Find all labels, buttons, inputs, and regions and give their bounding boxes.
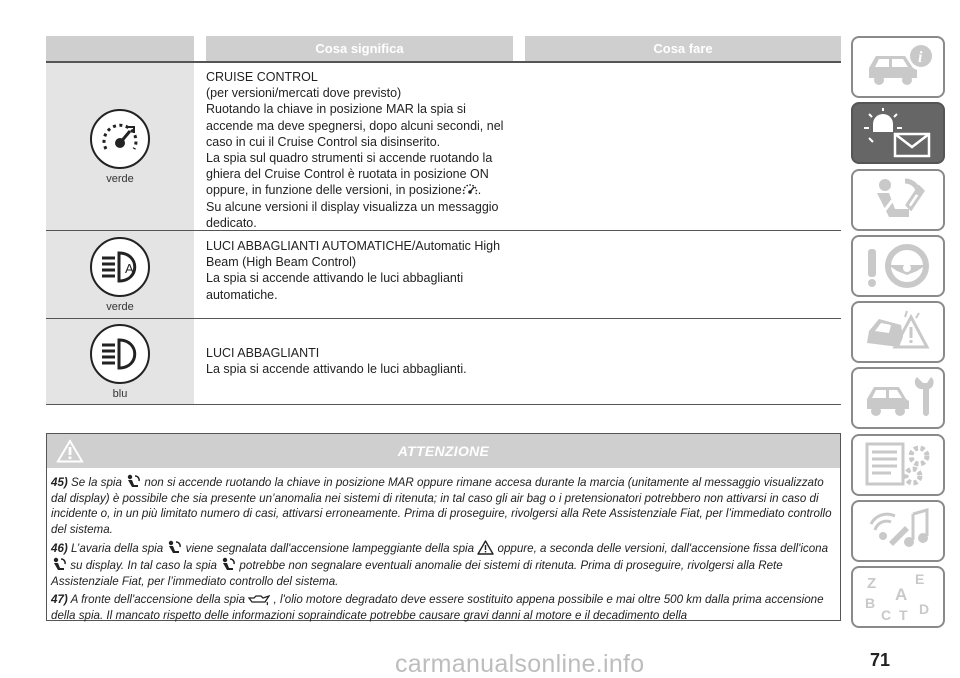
text-line: La spia si accende attivando le luci abbaglianti bbox=[206, 271, 464, 286]
tab-car-info[interactable] bbox=[851, 36, 945, 98]
action-cell bbox=[514, 319, 841, 404]
text-line: Su alcune versioni il display visualizza un messaggio bbox=[206, 199, 499, 214]
airbag-passenger-icon bbox=[51, 557, 67, 572]
car-crash-icon bbox=[861, 307, 935, 357]
general-warning-icon bbox=[477, 540, 494, 555]
cruise-speedometer-icon bbox=[462, 182, 478, 197]
note-45 bbox=[51, 474, 836, 537]
icon-cell bbox=[46, 63, 194, 230]
table-row-high-beam bbox=[46, 319, 841, 405]
text-line: ghiera del Cruise Control è ruotata in posizione ON bbox=[206, 167, 489, 182]
airbag-passenger-icon bbox=[125, 474, 141, 489]
meaning-cell bbox=[194, 231, 514, 318]
text-line: (per versioni/mercati dove previsto) bbox=[206, 86, 402, 101]
note-number: 47) bbox=[51, 593, 68, 607]
lamp-color-label: verde bbox=[106, 300, 134, 313]
text-line: dedicato. bbox=[206, 215, 257, 230]
high-beam-icon bbox=[90, 324, 150, 384]
tab-technical-data[interactable] bbox=[851, 434, 945, 496]
text-line: La spia sul quadro strumenti si accende ruotando la bbox=[206, 151, 493, 166]
action-cell bbox=[514, 231, 841, 318]
note-text: L’avaria della spia bbox=[71, 542, 164, 556]
table-row-cruise-control bbox=[46, 63, 841, 231]
row-title: LUCI ABBAGLIANTI AUTOMATICHE/Automatic High bbox=[206, 239, 501, 253]
tab-driving[interactable] bbox=[851, 235, 945, 297]
icon-cell bbox=[46, 319, 194, 404]
warning-title: ATTENZIONE bbox=[397, 443, 490, 459]
index-letter: A bbox=[895, 585, 908, 605]
text-line: accende ma deve spegnersi, dopo alcuni secondi, nel bbox=[206, 118, 504, 133]
tab-safety[interactable] bbox=[851, 169, 945, 231]
airbag-passenger-icon bbox=[166, 540, 182, 555]
car-info-icon bbox=[861, 42, 935, 92]
text-fragment: oppure, in funzione delle versioni, in posizione bbox=[206, 183, 462, 198]
multimedia-icon bbox=[861, 506, 935, 556]
warning-lights-table bbox=[46, 36, 841, 405]
row-title: LUCI ABBAGLIANTI bbox=[206, 346, 320, 360]
svg-text:A: A bbox=[125, 260, 134, 276]
page-number: 71 bbox=[870, 650, 891, 670]
header-meaning: Cosa significa bbox=[206, 36, 513, 61]
text-line: caso in cui il Cruise Control sia disinserito. bbox=[206, 134, 441, 149]
note-number: 45) bbox=[51, 476, 68, 489]
tab-emergency[interactable] bbox=[851, 301, 945, 363]
text-line: La spia si accende attivando le luci abbaglianti. bbox=[206, 362, 467, 377]
data-gear-icon bbox=[861, 440, 935, 490]
svg-text:i: i bbox=[918, 49, 923, 66]
text-line: Beam (High Beam Control) bbox=[206, 255, 357, 270]
text-line: Ruotando la chiave in posizione MAR la spia si bbox=[206, 102, 466, 117]
cruise-control-icon bbox=[90, 109, 150, 169]
header-icon-column bbox=[46, 36, 194, 61]
index-letter: T bbox=[899, 607, 908, 623]
table-row-auto-high-beam bbox=[46, 231, 841, 319]
lamp-color-label: verde bbox=[106, 172, 134, 185]
note-text: viene segnalata dall'accensione lampeggiante della spia bbox=[185, 542, 475, 556]
tab-index[interactable] bbox=[851, 566, 945, 628]
alphabet-index-icon bbox=[861, 572, 935, 622]
note-text: Se la spia bbox=[71, 476, 122, 489]
warning-header bbox=[47, 434, 840, 468]
meaning-cell bbox=[194, 63, 514, 230]
index-letter: B bbox=[865, 595, 876, 612]
index-letter: E bbox=[915, 572, 925, 588]
index-letter: Z bbox=[867, 575, 877, 593]
note-47 bbox=[51, 592, 836, 623]
text-line-with-icon bbox=[206, 182, 514, 198]
index-letter: D bbox=[919, 601, 930, 618]
note-text: , l'olio motore degradato deve essere sostituito appena possibile e mai oltre 500 km dalla prima accensione della spia. Il mancato rispetto delle informazioni sopraindicate potrebbe causare gravi danni al motore e il decadimento della bbox=[51, 593, 824, 622]
steering-wheel-icon bbox=[861, 241, 935, 291]
row-title: CRUISE CONTROL bbox=[206, 70, 318, 84]
index-letter: C bbox=[881, 607, 892, 623]
warning-box bbox=[46, 433, 841, 621]
header-action: Cosa fare bbox=[525, 36, 841, 61]
lamp-color-label: blu bbox=[112, 387, 128, 400]
watermark: carmanualsonline.info bbox=[395, 650, 645, 678]
note-number: 46) bbox=[51, 542, 68, 556]
note-text: su display. In tal caso la spia bbox=[70, 558, 217, 572]
note-text: oppure, a seconda delle versioni, dall'accensione fissa dell'icona bbox=[497, 542, 829, 556]
text-line: automatiche. bbox=[206, 287, 278, 302]
oil-degradation-icon bbox=[248, 594, 270, 606]
warning-body bbox=[47, 468, 840, 623]
icon-cell bbox=[46, 231, 194, 318]
tab-multimedia[interactable] bbox=[851, 500, 945, 562]
note-text: potrebbe non segnalare eventuali anomalie dei sistemi di ritenuta. Prima di proseguire, rivolgersi alla Rete Assistenziale Fiat, per l’immediato controllo del sistema. bbox=[51, 558, 783, 588]
airbag-passenger-icon bbox=[220, 557, 236, 572]
warning-triangle-icon bbox=[55, 438, 85, 464]
table-header bbox=[46, 36, 841, 61]
text-fragment: . bbox=[477, 183, 482, 198]
note-text: non si accende ruotando la chiave in posizione MAR oppure rimane accesa durante la marcia (unitamente al messaggio visualizzato dal display) è possibile che sia presente un’anomalia nei sistemi di ritenuta; in tal caso gli air bag o i pretensionatori potrebbero non attivarsi in caso di incidente o, in un più limitato numero di casi, attivarsi erroneamente. Prima di proseguire, rivolgersi alla Rete Assistenziale Fiat, per l’immediato controllo del sistema. bbox=[51, 476, 832, 536]
seat-airbag-icon bbox=[861, 175, 935, 225]
auto-high-beam-icon bbox=[90, 237, 150, 297]
car-wrench-icon bbox=[861, 373, 935, 423]
chapter-tabs bbox=[851, 36, 945, 633]
tab-maintenance[interactable] bbox=[851, 367, 945, 429]
note-46 bbox=[51, 540, 836, 589]
action-cell bbox=[514, 63, 841, 230]
tab-warning-lights[interactable] bbox=[851, 102, 945, 164]
meaning-cell bbox=[194, 319, 514, 404]
warning-lights-icon bbox=[861, 108, 935, 158]
note-text: A fronte dell'accensione della spia bbox=[70, 593, 246, 607]
